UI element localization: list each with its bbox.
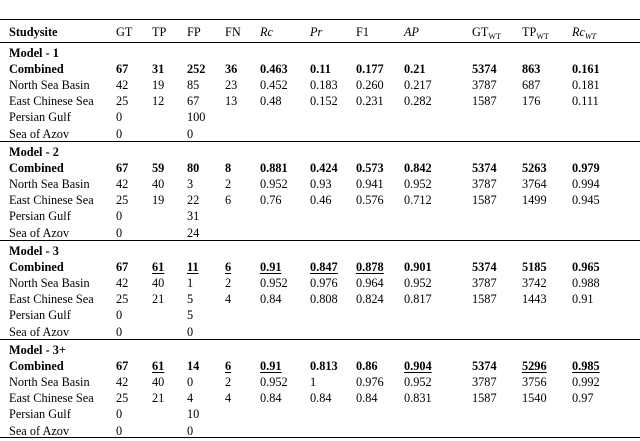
cell-rc-wt: 0.985 bbox=[572, 359, 600, 374]
cell-tp-wt: 3742 bbox=[522, 276, 547, 291]
header-tp-wt: $TP_{WT}$ bbox=[522, 25, 549, 41]
header-gt: GT bbox=[116, 25, 133, 39]
cell-tp-wt: 176 bbox=[522, 94, 541, 109]
cell-gt-wt: 5374 bbox=[472, 62, 497, 77]
row-site-label: Persian Gulf bbox=[9, 308, 71, 323]
cell-tp-wt: 1540 bbox=[522, 391, 547, 406]
cell-gt-wt: 1587 bbox=[472, 94, 497, 109]
header-ap: AP bbox=[404, 25, 420, 39]
cell-pr: 0.976 bbox=[310, 276, 338, 291]
block-rule bbox=[0, 437, 640, 438]
row-site-label: North Sea Basin bbox=[9, 276, 90, 291]
cell-tp: 31 bbox=[152, 62, 165, 77]
cell-f1: 0.84 bbox=[356, 391, 378, 406]
cell-f1: 0.878 bbox=[356, 260, 384, 275]
cell-gt-wt: 5374 bbox=[472, 260, 497, 275]
cell-ap: 0.817 bbox=[404, 292, 432, 307]
cell-tp-wt: 863 bbox=[522, 62, 541, 77]
cell-f1: 0.964 bbox=[356, 276, 384, 291]
cell-gt: 0 bbox=[116, 110, 123, 125]
cell-rc-wt: 0.111 bbox=[572, 94, 599, 109]
cell-rc: 0.952 bbox=[260, 177, 288, 192]
header-rc-wt: $Rc_{WT}$ bbox=[572, 25, 597, 41]
cell-rc: 0.76 bbox=[260, 193, 282, 208]
cell-f1: 0.824 bbox=[356, 292, 384, 307]
cell-tp-wt: 1443 bbox=[522, 292, 547, 307]
cell-tp: 19 bbox=[152, 193, 165, 208]
cell-fn: 6 bbox=[225, 359, 232, 374]
cell-fp: 10 bbox=[187, 407, 200, 422]
cell-rc-wt: 0.161 bbox=[572, 62, 600, 77]
model-title: Model - 1 bbox=[9, 46, 59, 60]
cell-tp: 40 bbox=[152, 177, 165, 192]
cell-fp: 5 bbox=[187, 308, 194, 323]
model-title: Model - 2 bbox=[9, 145, 59, 159]
cell-pr: 0.84 bbox=[310, 391, 332, 406]
cell-fn: 23 bbox=[225, 78, 238, 93]
cell-rc: 0.84 bbox=[260, 391, 282, 406]
cell-rc: 0.91 bbox=[260, 260, 282, 275]
cell-gt-wt: 1587 bbox=[472, 391, 497, 406]
row-site-label: Persian Gulf bbox=[9, 407, 71, 422]
cell-rc-wt: 0.979 bbox=[572, 161, 600, 176]
cell-ap: 0.904 bbox=[404, 359, 432, 374]
cell-gt-wt: 5374 bbox=[472, 161, 497, 176]
cell-gt: 25 bbox=[116, 292, 129, 307]
cell-fp: 252 bbox=[187, 62, 206, 77]
cell-fn: 36 bbox=[225, 62, 238, 77]
cell-gt: 67 bbox=[116, 62, 129, 77]
cell-fn: 6 bbox=[225, 193, 232, 208]
block-rule bbox=[0, 141, 640, 142]
cell-ap: 0.831 bbox=[404, 391, 432, 406]
cell-fn: 13 bbox=[225, 94, 238, 109]
cell-f1: 0.177 bbox=[356, 62, 384, 77]
cell-f1: 0.231 bbox=[356, 94, 384, 109]
cell-rc: 0.84 bbox=[260, 292, 282, 307]
cell-fp: 100 bbox=[187, 110, 206, 125]
cell-tp-wt: 5263 bbox=[522, 161, 547, 176]
row-site-label: North Sea Basin bbox=[9, 78, 90, 93]
cell-fn: 2 bbox=[225, 276, 232, 291]
cell-tp: 12 bbox=[152, 94, 165, 109]
block-rule bbox=[0, 339, 640, 340]
cell-gt-wt: 3787 bbox=[472, 276, 497, 291]
cell-tp-wt: 5296 bbox=[522, 359, 547, 374]
cell-fn: 6 bbox=[225, 260, 232, 275]
row-site-label: Sea of Azov bbox=[9, 324, 70, 339]
cell-tp: 61 bbox=[152, 359, 165, 374]
cell-pr: 0.424 bbox=[310, 161, 338, 176]
model-title: Model - 3+ bbox=[9, 343, 66, 357]
cell-gt: 42 bbox=[116, 276, 129, 291]
row-site-label: Combined bbox=[9, 359, 64, 374]
row-site-label: Sea of Azov bbox=[9, 423, 70, 438]
cell-pr: 1 bbox=[310, 375, 317, 390]
cell-fp: 67 bbox=[187, 94, 200, 109]
cell-fn: 2 bbox=[225, 375, 232, 390]
header-fp: FP bbox=[187, 25, 201, 39]
cell-gt: 25 bbox=[116, 193, 129, 208]
cell-f1: 0.941 bbox=[356, 177, 384, 192]
cell-rc-wt: 0.965 bbox=[572, 260, 600, 275]
cell-ap: 0.952 bbox=[404, 177, 432, 192]
cell-fn: 4 bbox=[225, 292, 232, 307]
header-rc: Rc bbox=[260, 25, 273, 39]
cell-f1: 0.573 bbox=[356, 161, 384, 176]
row-site-label: East Chinese Sea bbox=[9, 94, 94, 109]
row-site-label: East Chinese Sea bbox=[9, 193, 94, 208]
cell-f1: 0.86 bbox=[356, 359, 378, 374]
cell-rc-wt: 0.91 bbox=[572, 292, 594, 307]
cell-fp: 4 bbox=[187, 391, 194, 406]
cell-rc: 0.952 bbox=[260, 375, 288, 390]
header-bottom-rule bbox=[0, 42, 640, 43]
cell-gt: 0 bbox=[116, 423, 123, 438]
cell-fp: 11 bbox=[187, 260, 199, 275]
cell-rc-wt: 0.181 bbox=[572, 78, 600, 93]
cell-fn: 2 bbox=[225, 177, 232, 192]
cell-f1: 0.260 bbox=[356, 78, 384, 93]
cell-tp-wt: 1499 bbox=[522, 193, 547, 208]
header-pr: Pr bbox=[310, 25, 323, 39]
cell-rc-wt: 0.945 bbox=[572, 193, 600, 208]
row-site-label: Persian Gulf bbox=[9, 209, 71, 224]
cell-fp: 0 bbox=[187, 324, 194, 339]
row-site-label: East Chinese Sea bbox=[9, 292, 94, 307]
cell-tp: 61 bbox=[152, 260, 165, 275]
cell-tp: 40 bbox=[152, 276, 165, 291]
cell-gt: 0 bbox=[116, 407, 123, 422]
cell-fn: 4 bbox=[225, 391, 232, 406]
row-site-label: Sea of Azov bbox=[9, 225, 70, 240]
cell-tp: 21 bbox=[152, 391, 165, 406]
cell-gt: 25 bbox=[116, 391, 129, 406]
cell-ap: 0.217 bbox=[404, 78, 432, 93]
cell-gt-wt: 5374 bbox=[472, 359, 497, 374]
cell-tp-wt: 5185 bbox=[522, 260, 547, 275]
row-site-label: Combined bbox=[9, 62, 64, 77]
cell-gt: 0 bbox=[116, 126, 123, 141]
cell-f1: 0.576 bbox=[356, 193, 384, 208]
cell-fp: 24 bbox=[187, 225, 200, 240]
cell-pr: 0.46 bbox=[310, 193, 332, 208]
cell-gt-wt: 3787 bbox=[472, 375, 497, 390]
cell-ap: 0.952 bbox=[404, 375, 432, 390]
header-gt-wt: $GT_{WT}$ bbox=[472, 25, 501, 41]
cell-fp: 85 bbox=[187, 78, 200, 93]
cell-tp: 59 bbox=[152, 161, 165, 176]
header-f1: F1 bbox=[356, 25, 369, 39]
row-site-label: North Sea Basin bbox=[9, 177, 90, 192]
cell-fp: 3 bbox=[187, 177, 194, 192]
cell-ap: 0.952 bbox=[404, 276, 432, 291]
cell-ap: 0.282 bbox=[404, 94, 432, 109]
cell-gt: 0 bbox=[116, 324, 123, 339]
cell-rc: 0.91 bbox=[260, 359, 282, 374]
cell-ap: 0.21 bbox=[404, 62, 426, 77]
cell-tp-wt: 687 bbox=[522, 78, 541, 93]
cell-gt-wt: 3787 bbox=[472, 177, 497, 192]
header-studysite: Studysite bbox=[9, 25, 58, 39]
cell-ap: 0.712 bbox=[404, 193, 432, 208]
cell-fp: 1 bbox=[187, 276, 194, 291]
cell-tp: 21 bbox=[152, 292, 165, 307]
cell-pr: 0.93 bbox=[310, 177, 332, 192]
row-site-label: East Chinese Sea bbox=[9, 391, 94, 406]
cell-gt: 42 bbox=[116, 177, 129, 192]
cell-rc: 0.881 bbox=[260, 161, 288, 176]
cell-fn: 8 bbox=[225, 161, 232, 176]
cell-rc-wt: 0.97 bbox=[572, 391, 594, 406]
cell-pr: 0.847 bbox=[310, 260, 338, 275]
cell-pr: 0.11 bbox=[310, 62, 331, 77]
header-fn: FN bbox=[225, 25, 241, 39]
cell-rc: 0.952 bbox=[260, 276, 288, 291]
cell-gt: 42 bbox=[116, 375, 129, 390]
row-site-label: Sea of Azov bbox=[9, 126, 70, 141]
cell-fp: 80 bbox=[187, 161, 200, 176]
cell-pr: 0.183 bbox=[310, 78, 338, 93]
cell-gt: 25 bbox=[116, 94, 129, 109]
cell-ap: 0.842 bbox=[404, 161, 432, 176]
cell-pr: 0.152 bbox=[310, 94, 338, 109]
cell-gt: 0 bbox=[116, 225, 123, 240]
cell-fp: 5 bbox=[187, 292, 194, 307]
cell-gt: 42 bbox=[116, 78, 129, 93]
cell-gt: 0 bbox=[116, 308, 123, 323]
row-site-label: North Sea Basin bbox=[9, 375, 90, 390]
cell-gt-wt: 3787 bbox=[472, 78, 497, 93]
cell-tp-wt: 3756 bbox=[522, 375, 547, 390]
cell-ap: 0.901 bbox=[404, 260, 432, 275]
cell-pr: 0.808 bbox=[310, 292, 338, 307]
cell-fp: 14 bbox=[187, 359, 200, 374]
cell-gt: 0 bbox=[116, 209, 123, 224]
cell-f1: 0.976 bbox=[356, 375, 384, 390]
row-site-label: Combined bbox=[9, 161, 64, 176]
cell-rc-wt: 0.992 bbox=[572, 375, 600, 390]
cell-fp: 0 bbox=[187, 375, 194, 390]
cell-rc: 0.452 bbox=[260, 78, 288, 93]
cell-gt: 67 bbox=[116, 359, 129, 374]
model-title: Model - 3 bbox=[9, 244, 59, 258]
cell-rc-wt: 0.994 bbox=[572, 177, 600, 192]
cell-fp: 0 bbox=[187, 126, 194, 141]
cell-fp: 0 bbox=[187, 423, 194, 438]
cell-tp: 40 bbox=[152, 375, 165, 390]
table-top-rule bbox=[0, 19, 640, 20]
cell-tp-wt: 3764 bbox=[522, 177, 547, 192]
cell-gt: 67 bbox=[116, 260, 129, 275]
cell-gt-wt: 1587 bbox=[472, 193, 497, 208]
cell-rc-wt: 0.988 bbox=[572, 276, 600, 291]
cell-fp: 22 bbox=[187, 193, 200, 208]
row-site-label: Persian Gulf bbox=[9, 110, 71, 125]
cell-gt-wt: 1587 bbox=[472, 292, 497, 307]
cell-fp: 31 bbox=[187, 209, 200, 224]
cell-pr: 0.813 bbox=[310, 359, 338, 374]
cell-tp: 19 bbox=[152, 78, 165, 93]
cell-gt: 67 bbox=[116, 161, 129, 176]
cell-rc: 0.48 bbox=[260, 94, 282, 109]
cell-rc: 0.463 bbox=[260, 62, 288, 77]
block-rule bbox=[0, 240, 640, 241]
row-site-label: Combined bbox=[9, 260, 64, 275]
header-tp: TP bbox=[152, 25, 167, 39]
